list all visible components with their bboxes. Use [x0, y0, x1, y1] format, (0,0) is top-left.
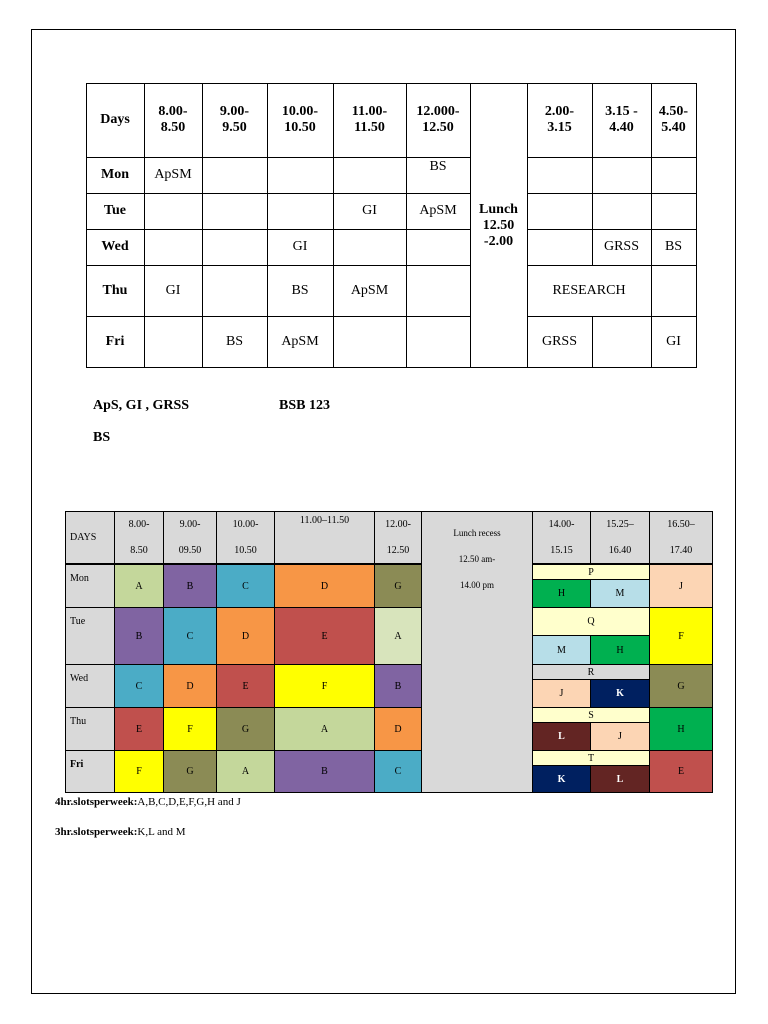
header-slot-8: 4.50- 5.40 — [658, 104, 689, 135]
cell: BS — [429, 159, 447, 174]
slot-cell: J — [649, 564, 713, 608]
day-tue: Tue — [65, 607, 115, 665]
slot-cell: D — [274, 564, 375, 608]
slot-cell: F — [274, 664, 375, 708]
day-tue: Tue — [103, 203, 127, 218]
cell: ApSM — [154, 167, 192, 182]
cell: BS — [664, 239, 683, 254]
slot-cell: M — [532, 635, 591, 665]
day-wed: Wed — [101, 239, 129, 254]
header-slot-5: 12.000- 12.50 — [416, 104, 460, 135]
slot-cell: E — [649, 750, 713, 793]
header-slot-1: 8.00- 8.50 — [158, 104, 188, 135]
slot-cell: H — [649, 707, 713, 751]
day-fri: Fri — [105, 333, 125, 349]
cell: GI — [165, 282, 181, 298]
three-hour-slots-note: 3hr.slotsperweek:K,L and M — [55, 826, 186, 838]
slot-cell: J — [532, 679, 591, 708]
slot-cell: G — [216, 707, 275, 751]
slot-cell: H — [532, 579, 591, 608]
slot-cell: L — [590, 765, 650, 793]
slot-cell: G — [374, 564, 422, 608]
slot-cell: C — [374, 750, 422, 793]
slot-cell: F — [114, 750, 164, 793]
group-label: Q — [532, 607, 650, 636]
cell: BS — [225, 333, 244, 349]
slot-cell: G — [163, 750, 217, 793]
slot-cell: K — [532, 765, 591, 793]
slot-cell: L — [532, 722, 591, 751]
cell: ApSM — [350, 282, 389, 298]
day-fri: Fri — [65, 750, 115, 793]
header-slot-3: 10.00- 10.50 — [216, 511, 275, 564]
day-wed: Wed — [65, 664, 115, 708]
cell: GI — [666, 333, 681, 349]
cell: GI — [292, 239, 308, 254]
slot-cell: K — [590, 679, 650, 708]
slot-cell: F — [649, 607, 713, 665]
group-label: R — [532, 664, 650, 680]
cell: GI — [362, 203, 377, 218]
header-slot-5: 12.00- 12.50 — [374, 511, 422, 564]
slot-cell: C — [163, 607, 217, 665]
header-slot-7: 3.15 - 4.40 — [605, 104, 638, 135]
slot-cell: G — [649, 664, 713, 708]
header-slot-6: 14.00- 15.15 — [532, 511, 591, 564]
slot-cell: C — [114, 664, 164, 708]
slot-cell: A — [374, 607, 422, 665]
slot-cell: B — [374, 664, 422, 708]
header-slot-8: 16.50– 17.40 — [649, 511, 713, 564]
header-slot-4: 11.00- 11.50 — [351, 104, 388, 135]
slot-cell: A — [114, 564, 164, 608]
slot-cell: D — [374, 707, 422, 751]
slot-cell: J — [590, 722, 650, 751]
header-days: Days — [100, 112, 130, 127]
slot-cell: B — [274, 750, 375, 793]
slot-cell: E — [274, 607, 375, 665]
header-slot-3: 10.00- 10.50 — [281, 104, 319, 135]
slot-cell: A — [274, 707, 375, 751]
lunch-cell: Lunch 12.50 -2.00 — [479, 202, 518, 249]
header-slot-1: 8.00- 8.50 — [114, 511, 164, 564]
slot-cell: D — [216, 607, 275, 665]
cell: ApSM — [281, 333, 319, 349]
cell: GRSS — [541, 333, 578, 349]
slot-cell: F — [163, 707, 217, 751]
group-label: T — [532, 750, 650, 766]
lunch-recess-cell: Lunch recess 12.50 am- 14.00 pm — [421, 511, 533, 793]
header-slot-2: 9.00- 9.50 — [219, 104, 250, 135]
day-thu: Thu — [102, 282, 128, 298]
slot-cell: E — [114, 707, 164, 751]
room-number: BSB 123 — [279, 398, 330, 413]
header-slot-7: 15.25– 16.40 — [590, 511, 650, 564]
group-label: S — [532, 707, 650, 723]
header-slot-4: 11.00–11.50 — [274, 511, 375, 564]
slot-cell: A — [216, 750, 275, 793]
cell: BS — [291, 282, 309, 298]
group-label: P — [532, 564, 650, 580]
slot-cell: B — [114, 607, 164, 665]
cell: ApSM — [419, 203, 457, 218]
cell: GRSS — [603, 239, 640, 254]
day-mon: Mon — [65, 564, 115, 608]
day-thu: Thu — [65, 707, 115, 751]
slot-cell: C — [216, 564, 275, 608]
slot-cell: E — [216, 664, 275, 708]
day-mon: Mon — [101, 167, 129, 182]
slot-cell: B — [163, 564, 217, 608]
slot-cell: H — [590, 635, 650, 665]
header-days: DAYS — [65, 511, 115, 564]
course-bs: BS — [93, 430, 111, 445]
research-cell: RESEARCH — [552, 282, 626, 298]
slot-cell: D — [163, 664, 217, 708]
slot-cell: M — [590, 579, 650, 608]
header-slot-2: 9.00- 09.50 — [163, 511, 217, 564]
header-slot-6: 2.00- 3.15 — [544, 104, 575, 135]
course-list: ApS, GI , GRSS — [93, 398, 190, 413]
four-hour-slots-note: 4hr.slotsperweek:A,B,C,D,E,F,G,H and J — [55, 796, 241, 808]
